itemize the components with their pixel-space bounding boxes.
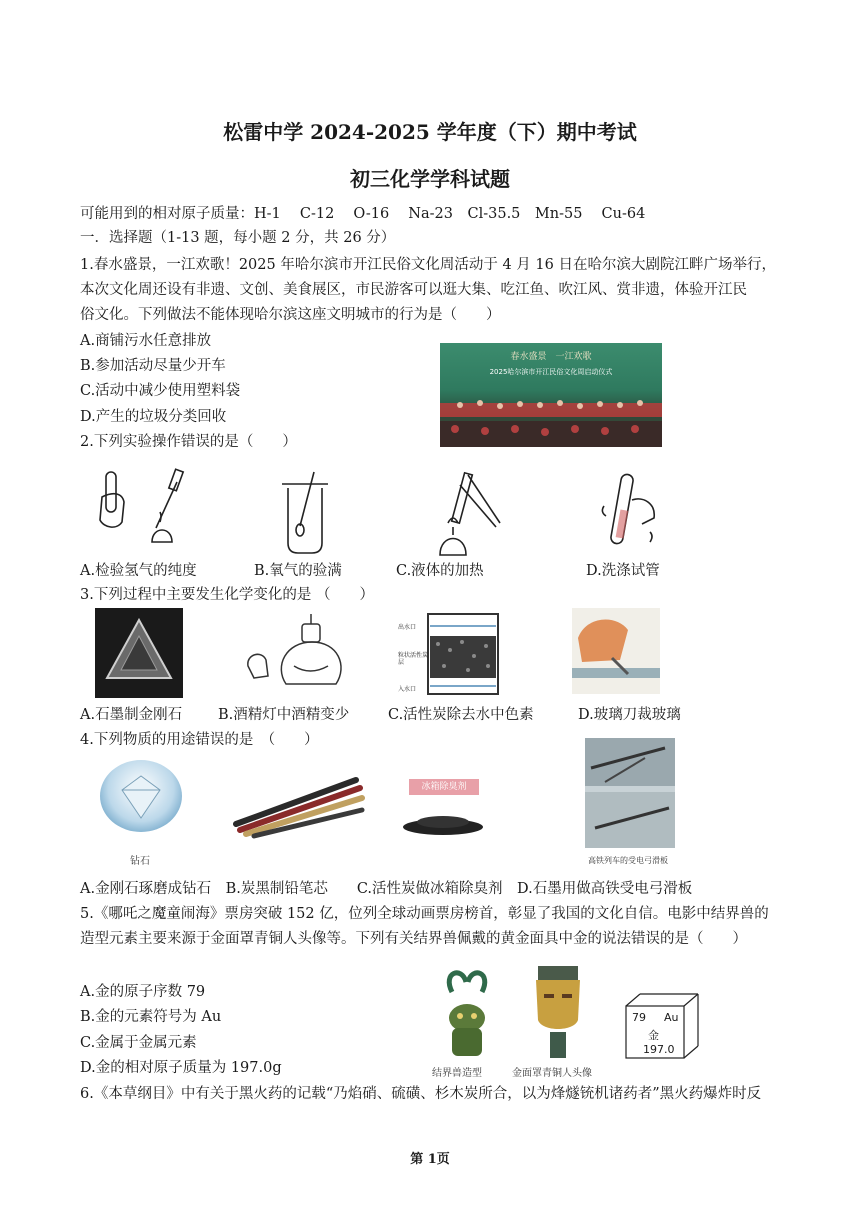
q3-stem: 3.下列过程中主要发生化学变化的是 （ ） (80, 587, 374, 603)
train-caption: 高铁列车的受电弓滑板 (588, 856, 668, 865)
glass-cutting-photo (572, 608, 660, 694)
q6-line-1: 6.《本草纲目》中有关于黑火药的记载“乃焰硝、硫磺、杉木炭所合，以为烽燧铳机诸药者”黑火药爆炸时反 (80, 1086, 762, 1102)
festival-banner-title: 2025哈尔滨市开江民俗文化周启动仪式 (489, 368, 613, 376)
q5-option-b: B.金的元素符号为 Au (80, 1009, 222, 1025)
activated-carbon-filter-illustration (398, 606, 508, 701)
q2-option-a: A.检验氢气的纯度 (80, 563, 197, 579)
hydrogen-test-illustration (92, 462, 192, 557)
q5-option-d: D.金的相对原子质量为 197.0g (80, 1060, 282, 1076)
q1-line-3: 俗文化。下列做法不能体现哈尔滨这座文明城市的行为是（ ） (80, 307, 501, 323)
q3-option-d: D.玻璃刀裁玻璃 (578, 707, 681, 723)
q3-option-b: B.酒精灯中酒精变少 (218, 707, 350, 723)
q5-option-a: A.金的原子序数 79 (80, 984, 206, 1000)
q2-option-d: D.洗涤试管 (586, 563, 660, 579)
q2-stem: 2.下列实验操作错误的是（ ） (80, 434, 297, 450)
festival-crowd-graphic (440, 343, 662, 447)
glass-cutting-graphic (572, 608, 660, 694)
pantograph-graphic (585, 738, 675, 848)
q2-option-c: C.液体的加热 (396, 563, 484, 579)
q1-option-b: B.参加活动尽量少开车 (80, 358, 226, 374)
alcohol-lamp-illustration (238, 606, 358, 701)
filter-label-inlet: 入水口 (398, 686, 417, 693)
filter-label-outlet: 出水口 (398, 624, 417, 631)
q1-line-2: 本次文化周还设有非遗、文创、美食展区，市民游客可以逛大集、吃江鱼、吹江风、赏非遗，体验开江民 (80, 282, 747, 298)
atomic-masses: 可能用到的相对原子质量：H-1 C-12 O-16 Na-23 Cl-35.5 Mn-55 Cu-64 (80, 206, 646, 222)
q1-line-1: 1.春水盛景，一江欢歌！2025 年哈尔滨市开江民俗文化周活动于 4 月 16 日在哈尔滨大剧院江畔广场举行， (80, 257, 776, 273)
section-heading: 一．选择题（1-13 题，每小题 2 分，共 26 分） (80, 230, 396, 246)
q5-line-1: 5.《哪吒之魔童闹海》票房突破 152 亿，位列全球动画票房榜首，彰显了我国的文化自信。电影中结界兽的 (80, 906, 769, 922)
pencils-illustration (226, 770, 366, 840)
guardian-beast-figure (432, 962, 502, 1060)
test-tube-washing-illustration (598, 470, 668, 555)
element-name: 金 (648, 1029, 659, 1042)
oxygen-fullness-illustration (270, 468, 340, 558)
filter-label-carbon: 粒状活性炭层 (398, 652, 429, 666)
q3-option-c: C.活性炭除去水中色素 (388, 707, 534, 723)
carbon-granules-graphic (395, 775, 515, 837)
q5-option-c: C.金属于金属元素 (80, 1035, 197, 1051)
diamond-caption: 钻石 (130, 856, 150, 867)
q1-option-a: A.商铺污水任意排放 (80, 333, 212, 349)
element-symbol: Au (664, 1011, 679, 1024)
q1-option-d: D.产生的垃圾分类回收 (80, 409, 227, 425)
q3-option-a: A.石墨制金刚石 (80, 707, 183, 723)
beast-caption: 结界兽造型 (432, 1068, 482, 1079)
festival-photo (440, 343, 662, 447)
q2-option-b: B.氧气的验满 (254, 563, 342, 579)
high-speed-train-photo (585, 738, 675, 848)
diamond-crystal-photo (95, 608, 183, 698)
diamond-crystal-graphic (95, 608, 183, 698)
fridge-deodorant-photo (395, 775, 515, 837)
festival-banner-slogan: 春水盛景 一江欢歌 (510, 352, 592, 362)
mask-caption: 金面罩青铜人头像 (512, 1068, 592, 1079)
page-number: 第 1页 (410, 1152, 450, 1167)
exam-title: 松雷中学 2024-2025 学年度（下）期中考试 (223, 120, 637, 144)
q5-line-2: 造型元素主要来源于金面罩青铜人头像等。下列有关结界兽佩戴的黄金面具中金的说法错误的是（ ） (80, 931, 747, 947)
diamond-graphic (100, 760, 182, 832)
exam-subtitle: 初三化学学科试题 (350, 167, 510, 191)
q4-options: A.金刚石琢磨成钻石 B.炭黑制铅笔芯 C.活性炭做冰箱除臭剂 D.石墨用做高铁受电弓滑板 (80, 881, 693, 897)
diamond-photo (100, 760, 182, 832)
q4-stem: 4.下列物质的用途错误的是 （ ） (80, 732, 319, 748)
deodorant-label: 冰箱除臭剂 (409, 779, 479, 795)
gold-mask-figure (528, 960, 588, 1060)
q1-option-c: C.活动中减少使用塑料袋 (80, 383, 241, 399)
element-atomic-number: 79 (632, 1011, 646, 1024)
element-atomic-mass: 197.0 (643, 1043, 675, 1056)
liquid-heating-illustration (418, 465, 508, 560)
